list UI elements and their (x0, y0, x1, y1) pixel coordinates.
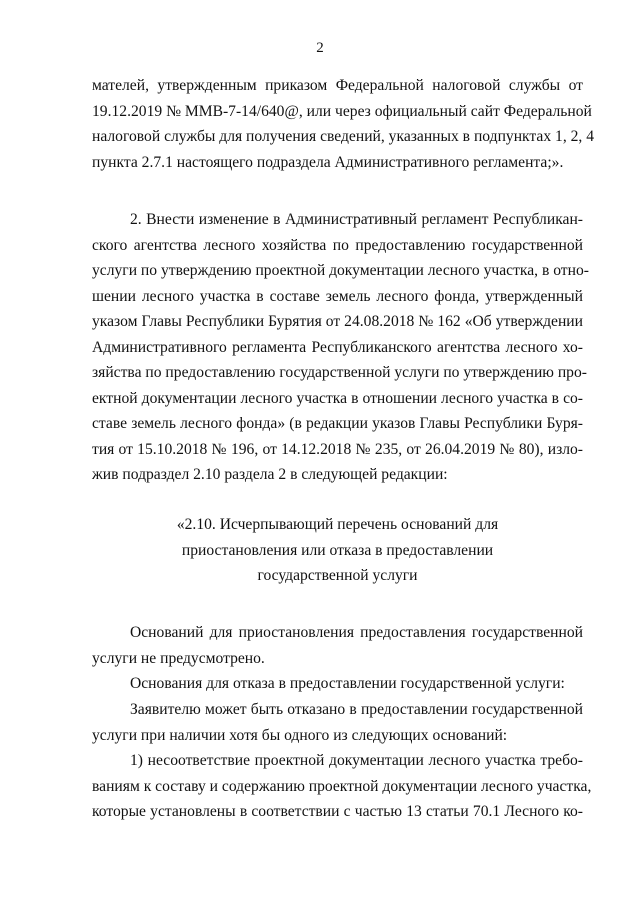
heading-line: «2.10. Исчерпывающий перечень оснований для (176, 516, 499, 533)
section-heading (92, 512, 583, 589)
text-line: ектной документации лесного участка в отношении лесного участка в со- (92, 389, 583, 407)
text-line: Основания для отказа в предоставлении государственной услуги: (130, 675, 565, 692)
paragraph-refusal-grounds (92, 671, 583, 697)
text-line: 2. Внести изменение в Административный регламент Республикан- (130, 211, 583, 228)
text-line: зяйства по предоставлению государственной услуги по утверждению про- (92, 364, 587, 381)
text-line: Административного регламента Республиканского агентства лесного хо- (92, 338, 583, 356)
paragraph-item-2 (92, 207, 589, 488)
text-line: ваниям к составу и содержанию проектной документации лесного участка, (92, 777, 592, 795)
text-line: 19.12.2019 № ММВ-7-14/640@, или через официальный сайт Федеральной (92, 102, 592, 120)
text-line: ставе земель лесного фонда» (в редакции указов Главы Республики Буря- (92, 415, 583, 432)
text-line: налоговой службы для получения сведений, указанных в подпунктах 1, 2, 4 (92, 128, 595, 145)
text-line: указом Главы Республики Бурятия от 24.08.2018 № 162 «Об утверждении (92, 313, 583, 330)
page-number: 2 (316, 40, 324, 56)
text-line: услуги при наличии хотя бы одного из следующих оснований: (92, 726, 508, 744)
text-line: шении лесного участка в составе земель лесного фонда, утвержденный (92, 287, 583, 305)
text-line: которые установлены в соответствии с частью 13 статьи 70.1 Лесного ко- (92, 803, 583, 820)
paragraph-no-suspension (92, 620, 583, 671)
text-line: ского агентства лесного хозяйства по предоставлению государственной (92, 236, 583, 254)
heading-line: приостановления или отказа в предоставлении (181, 541, 494, 559)
text-line: тия от 15.10.2018 № 196, от 14.12.2018 № 235, от 26.04.2019 № 80), изло- (92, 440, 583, 458)
text-line: услуги по утверждению проектной документации лесного участка, в отно- (92, 262, 589, 279)
paragraph-applicant-refusal (92, 697, 583, 748)
heading-line: государственной услуги (257, 567, 418, 584)
paragraph-item-1 (92, 748, 592, 825)
text-line: 1) несоответствие проектной документации лесного участка требо- (130, 752, 583, 769)
text-line: Заявителю может быть отказано в предоставлении государственной (130, 701, 583, 718)
text-line: мателей, утвержденным приказом Федеральной налоговой службы от (92, 77, 583, 94)
text-line: услуги не предусмотрено. (92, 649, 265, 667)
text-line: жив подраздел 2.10 раздела 2 в следующей редакции: (92, 466, 448, 483)
paragraph-continuation (92, 73, 595, 175)
text-line: пункта 2.7.1 настоящего подраздела Административного регламента;». (92, 153, 564, 171)
text-line: Оснований для приостановления предоставления государственной (130, 624, 583, 641)
